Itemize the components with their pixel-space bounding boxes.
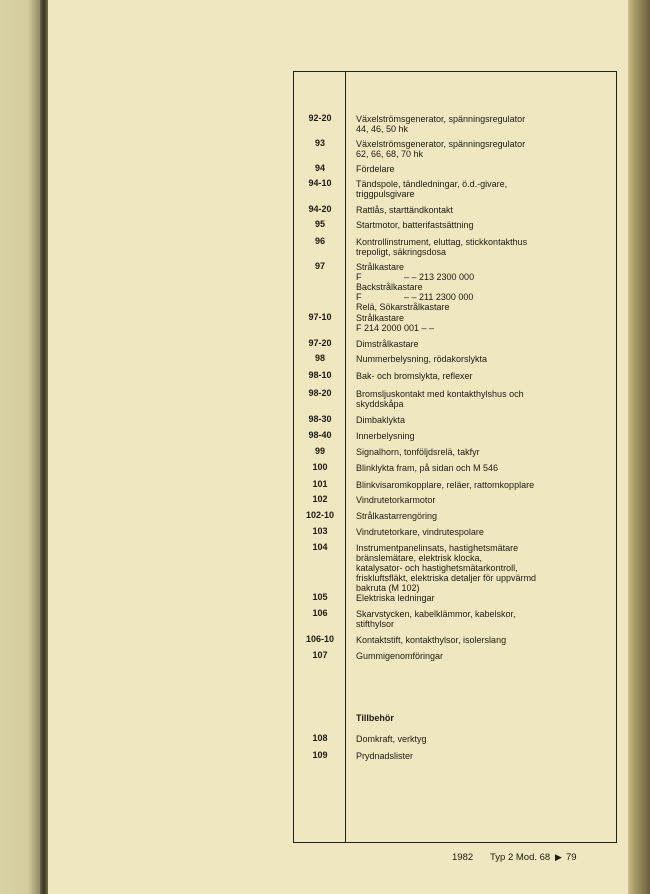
- index-number: 98-10: [308, 370, 332, 380]
- index-description: Elektriska ledningar: [356, 593, 435, 603]
- index-description: Dimbaklykta: [356, 415, 406, 425]
- index-description: Gummigenomföringar: [356, 651, 444, 661]
- index-number: 106: [312, 608, 328, 618]
- index-description: Bak- och bromslykta, reflexer: [356, 371, 473, 381]
- index-number: 102-10: [305, 510, 335, 520]
- index-description: Skarvstycken, kabelklämmor, kabelskor, stifthylsor: [356, 609, 516, 629]
- index-description: Strålkastarrengöring: [356, 511, 438, 521]
- index-number: 95: [314, 219, 325, 229]
- page-edge: [628, 0, 650, 894]
- index-number: 94: [314, 163, 325, 173]
- index-description: Vindrutetorkarmotor: [356, 495, 436, 505]
- index-number: 102: [312, 494, 328, 504]
- accessories-heading: Tillbehör: [356, 713, 394, 723]
- index-description: Bromsljuskontakt med kontakthylshus och skyddskåpa: [356, 389, 524, 409]
- index-number: 96: [314, 236, 325, 246]
- book-gutter: [40, 0, 48, 894]
- index-description: Växelströmsgenerator, spänningsregulator 44, 46, 50 hk: [356, 114, 526, 134]
- index-description: Tändspole, tändledningar, ö.d.-givare, triggpulsgivare: [356, 179, 508, 199]
- index-description: Kontaktstift, kontakthylsor, isolerslang: [356, 635, 507, 645]
- index-number: 107: [312, 650, 328, 660]
- index-number: 100: [312, 462, 328, 472]
- index-number: 94-10: [308, 178, 332, 188]
- index-description: Vindrutetorkare, vindrutespolare: [356, 527, 484, 537]
- accessory-description: Domkraft, verktyg: [356, 734, 427, 744]
- accessory-description: Prydnadslister: [356, 751, 414, 761]
- index-description: Innerbelysning: [356, 431, 415, 441]
- index-description: Strålkastare F – – 213 2300 000 Backstrålkastare F – – 211 2300 000 Relä, Sökarstrålkastare: [356, 262, 475, 312]
- index-number: 92-20: [308, 113, 332, 123]
- index-description: Strålkastare F 214 2000 001 – –: [356, 313, 435, 333]
- index-number: 98-30: [308, 414, 332, 424]
- index-number: 98: [314, 353, 325, 363]
- index-number: 106-10: [305, 634, 335, 644]
- index-number: 104: [312, 542, 328, 552]
- index-description: Startmotor, batterifastsättning: [356, 220, 474, 230]
- index-number: 98-20: [308, 388, 332, 398]
- index-description: Växelströmsgenerator, spänningsregulator 62, 66, 68, 70 hk: [356, 139, 526, 159]
- index-description: Dimstrålkastare: [356, 339, 419, 349]
- index-number: 97-10: [308, 312, 332, 322]
- accessory-number: 108: [312, 733, 328, 743]
- index-number: 103: [312, 526, 328, 536]
- index-description: Instrumentpanelinsats, hastighetsmätare bränslemätare, elektrisk klocka, katalysator- och hastighetsmätarkontroll, friskluftsfläkt, elektriska detaljer för uppvärmd bakruta (M 102): [356, 543, 537, 593]
- index-description: Rattlås, starttändkontakt: [356, 205, 454, 215]
- index-description: Signalhorn, tonföljdsrelä, takfyr: [356, 447, 480, 457]
- index-number: 94-20: [308, 204, 332, 214]
- index-description: Fördelare: [356, 164, 395, 174]
- accessory-number: 109: [312, 750, 328, 760]
- index-number: 105: [312, 592, 328, 602]
- footer-arrow-icon: ▶: [555, 852, 562, 862]
- index-description: Blinkvisaromkopplare, reläer, rattomkopplare: [356, 480, 535, 490]
- index-description: Kontrollinstrument, eluttag, stickkontakthus trepoligt, säkringsdosa: [356, 237, 528, 257]
- footer-page-number: 79: [566, 852, 577, 863]
- footer-year: 1982: [452, 852, 474, 863]
- column-divider: [345, 71, 346, 843]
- index-number: 97-20: [308, 338, 332, 348]
- index-number: 93: [314, 138, 325, 148]
- footer-model: Typ 2 Mod. 68: [490, 852, 551, 863]
- index-description: Blinklykta fram, på sidan och M 546: [356, 463, 499, 473]
- index-number: 98-40: [308, 430, 332, 440]
- facing-page-edge: [0, 0, 40, 894]
- index-number: 101: [312, 479, 328, 489]
- index-number: 97: [314, 261, 325, 271]
- index-description: Nummerbelysning, rödakorslykta: [356, 354, 488, 364]
- index-number: 99: [314, 446, 325, 456]
